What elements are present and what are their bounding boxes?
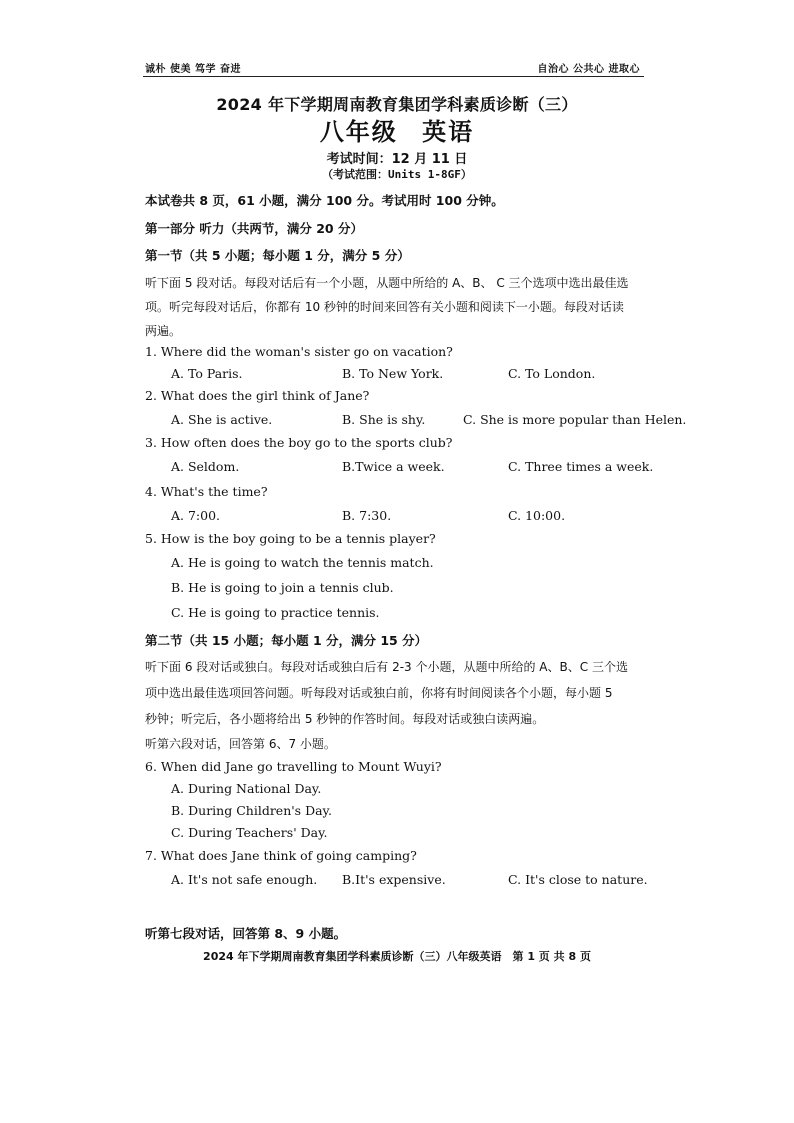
question-6-option-c: C. During Teachers' Day.	[171, 825, 328, 840]
question-1: 1. Where did the woman's sister go on vacation?	[145, 344, 453, 359]
question-7: 7. What does Jane think of going camping?	[145, 848, 417, 863]
question-6-option-a: A. During National Day.	[171, 781, 322, 796]
dialog7-heading: 听第七段对话，回答第 8、9 小题。	[145, 926, 347, 941]
question-4-option-c: C. 10:00.	[508, 508, 566, 523]
question-5-option-a: A. He is going to watch the tennis match.	[171, 555, 434, 570]
section1-heading: 第一节（共 5 小题；每小题 1 分，满分 5 分）	[145, 248, 410, 263]
section1-instruction-3: 两遍。	[145, 324, 182, 338]
question-4-option-a: A. 7:00.	[171, 508, 221, 523]
header-left-motto: 诚朴 使美 笃学 奋进	[145, 64, 241, 75]
question-6: 6. When did Jane go travelling to Mount Wuyi?	[145, 759, 442, 774]
exam-range: （考试范围：Units 1-8GF）	[322, 168, 472, 181]
question-4-option-b: B. 7:30.	[342, 508, 392, 523]
question-3: 3. How often does the boy go to the sports club?	[145, 435, 453, 450]
section2-instruction-2: 项中选出最佳选项回答问题。听每段对话或独白前，你将有时间阅读各个小题，每小题 5	[145, 686, 613, 700]
exam-title: 2024 年下学期周南教育集团学科素质诊断（三）	[216, 95, 578, 114]
section1-instruction-1: 听下面 5 段对话。每段对话后有一个小题，从题中所给的 A、B、 C 三个选项中选出最佳选	[145, 276, 629, 290]
section1-instruction-2: 项。听完每段对话后，你都有 10 秒钟的时间来回答有关小题和阅读下一小题。每段对话读	[145, 300, 624, 314]
section2-instruction-3: 秒钟；听完后，各小题将给出 5 秒钟的作答时间。每段对话或独白读两遍。	[145, 712, 545, 726]
question-2-option-c: C. She is more popular than Helen.	[463, 412, 687, 427]
question-3-option-b: B.Twice a week.	[342, 459, 445, 474]
question-2-option-a: A. She is active.	[171, 412, 273, 427]
question-3-option-c: C. Three times a week.	[508, 459, 654, 474]
question-7-option-a: A. It's not safe enough.	[171, 872, 318, 887]
question-5-option-c: C. He is going to practice tennis.	[171, 605, 380, 620]
question-4: 4. What's the time?	[145, 484, 268, 499]
question-3-option-a: A. Seldom.	[171, 459, 240, 474]
question-1-option-b: B. To New York.	[342, 366, 444, 381]
section2-heading: 第二节（共 15 小题；每小题 1 分，满分 15 分）	[145, 633, 428, 648]
part1-heading: 第一部分 听力（共两节，满分 20 分）	[145, 221, 363, 236]
question-2-option-b: B. She is shy.	[342, 412, 426, 427]
dialog6-heading: 听第六段对话，回答第 6、7 小题。	[145, 737, 336, 751]
question-6-option-b: B. During Children's Day.	[171, 803, 332, 818]
page-footer: 2024 年下学期周南教育集团学科素质诊断（三）八年级英语 第 1 页 共 8 页	[203, 950, 591, 963]
question-2: 2. What does the girl think of Jane?	[145, 388, 370, 403]
exam-time: 考试时间：12 月 11 日	[326, 152, 468, 167]
header-right-motto: 自治心 公共心 进取心	[537, 64, 640, 75]
exam-subject: 八年级 英语	[319, 118, 475, 146]
exam-intro: 本试卷共 8 页，61 小题，满分 100 分。考试用时 100 分钟。	[145, 193, 504, 208]
question-5: 5. How is the boy going to be a tennis player?	[145, 531, 436, 546]
question-5-option-b: B. He is going to join a tennis club.	[171, 580, 394, 595]
question-1-option-a: A. To Paris.	[171, 366, 243, 381]
section2-instruction-1: 听下面 6 段对话或独白。每段对话或独白后有 2-3 个小题，从题中所给的 A、B、C 三个选	[145, 660, 628, 674]
question-7-option-b: B.It's expensive.	[342, 872, 446, 887]
question-1-option-c: C. To London.	[508, 366, 596, 381]
header-divider	[143, 76, 644, 77]
question-7-option-c: C. It's close to nature.	[508, 872, 648, 887]
